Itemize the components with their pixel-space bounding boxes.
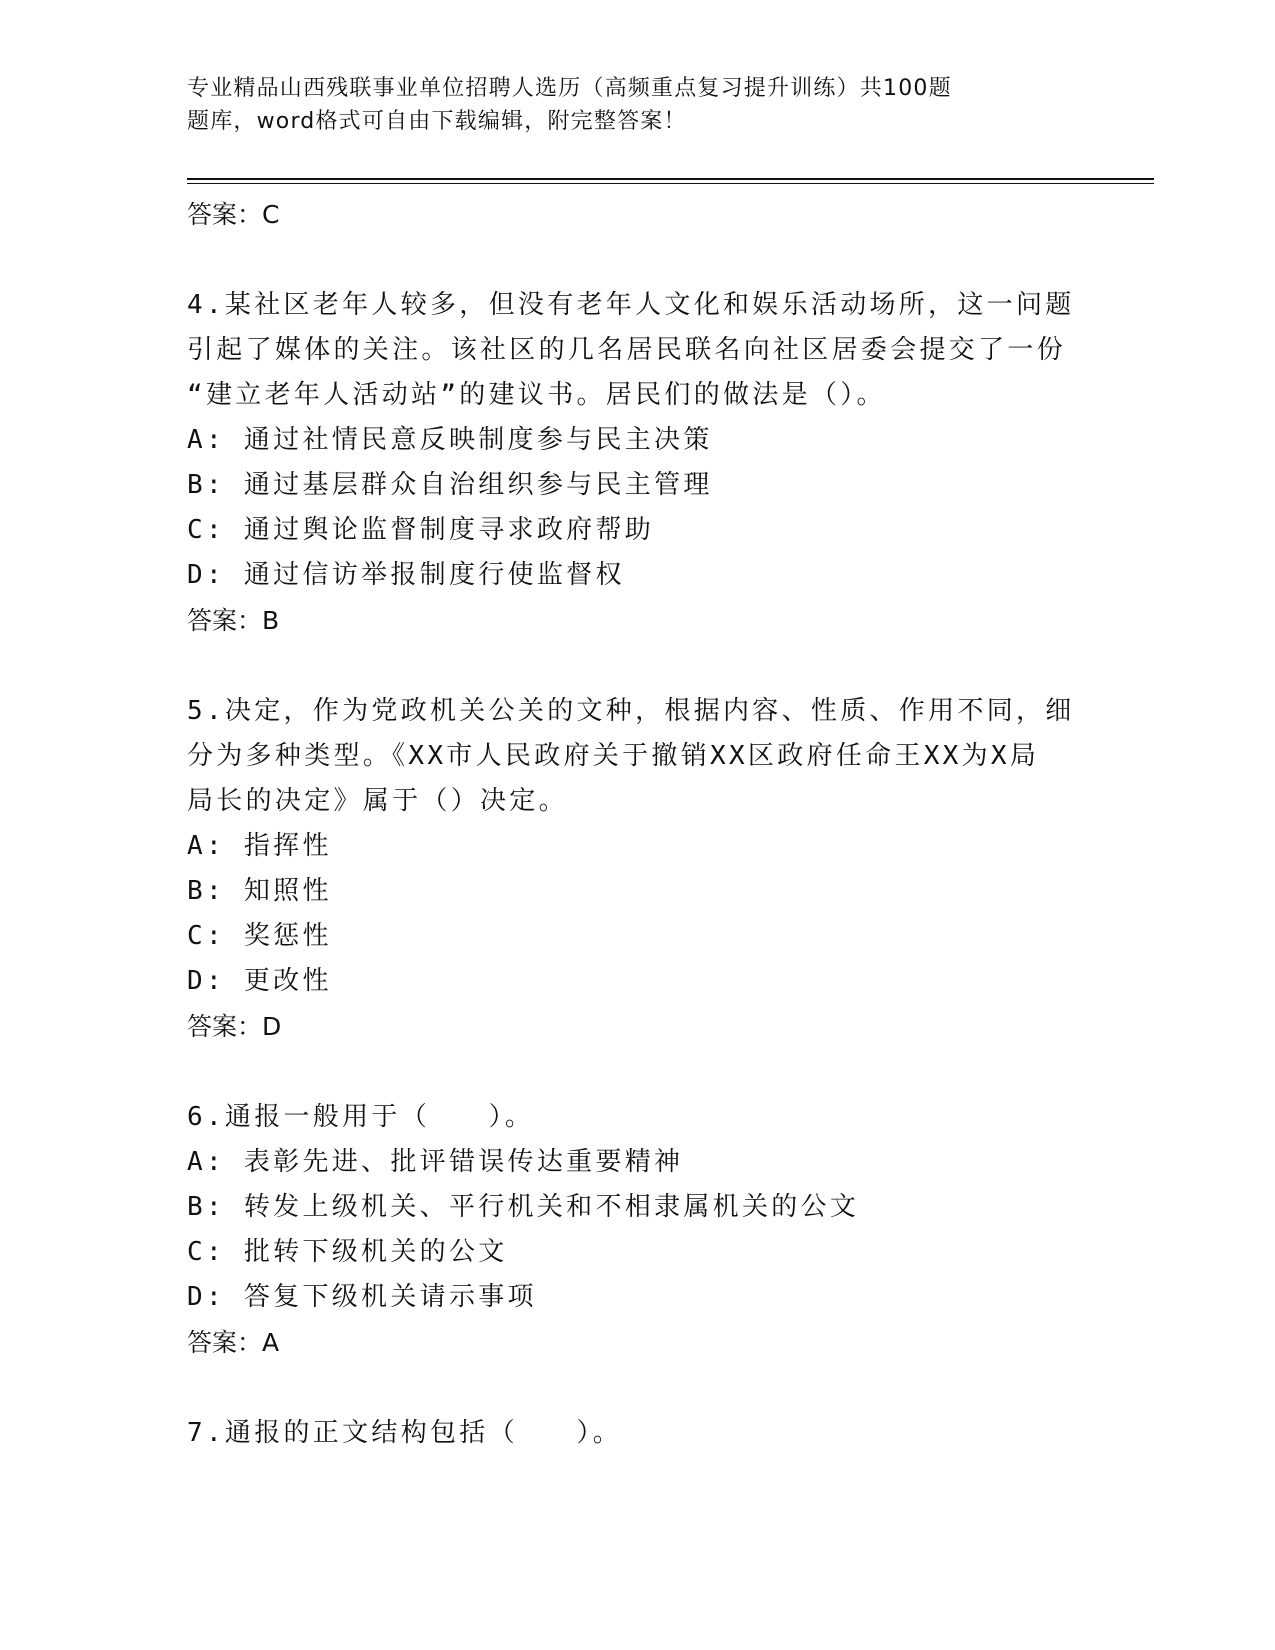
answer-line: 答案：B [187, 606, 280, 635]
option-d: D: 更改性 [187, 966, 332, 996]
option-d: D: 通过信访举报制度行使监督权 [187, 560, 625, 590]
question-block [187, 1095, 1087, 1365]
answer-line: 答案：D [187, 1012, 282, 1041]
option-b: B: 通过基层群众自治组织参与民主管理 [187, 470, 713, 500]
question-stem-line: 4.某社区老年人较多，但没有老年人文化和娱乐活动场所，这一问题 [187, 290, 1075, 320]
question-block [187, 1411, 1087, 1456]
header-divider-thin [187, 183, 1154, 184]
spacer [187, 1365, 1087, 1411]
spacer [187, 643, 1087, 689]
option-d: D: 答复下级机关请示事项 [187, 1282, 537, 1312]
question-stem-line: 局长的决定》属于（）决定。 [187, 786, 568, 816]
option-c: C: 奖惩性 [187, 921, 332, 951]
spacer [187, 1049, 1087, 1095]
option-a: A: 通过社情民意反映制度参与民主决策 [187, 425, 713, 455]
option-b: B: 知照性 [187, 876, 332, 906]
question-stem-line: 分为多种类型。《XX市人民政府关于撤销XX区政府任命王XX为X局 [187, 741, 1040, 771]
question-stem-line: 6.通报一般用于（ ）。 [187, 1102, 535, 1132]
question-stem-line: 7.通报的正文结构包括（ ）。 [187, 1418, 623, 1448]
option-a: A: 指挥性 [187, 831, 332, 861]
answer-line: 答案：A [187, 1328, 280, 1357]
document-header [187, 72, 1067, 138]
header-line-2: 题库，word格式可自由下载编辑，附完整答案！ [187, 109, 687, 134]
question-stem-line: “建立老年人活动站”的建议书。居民们的做法是（）。 [187, 380, 886, 410]
option-c: C: 批转下级机关的公文 [187, 1237, 508, 1267]
header-divider-thick [187, 178, 1154, 180]
question-stem-line: 5.决定，作为党政机关公关的文种，根据内容、性质、作用不同，细 [187, 696, 1075, 726]
spacer [187, 237, 1087, 283]
question-list [187, 192, 1087, 1456]
option-b: B: 转发上级机关、平行机关和不相隶属机关的公文 [187, 1192, 860, 1222]
header-line-1: 专业精品山西残联事业单位招聘人选历（高频重点复习提升训练）共100题 [187, 76, 952, 101]
question-block [187, 689, 1087, 1049]
answer-line: 答案：C [187, 200, 280, 229]
question-stem-line: 引起了媒体的关注。该社区的几名居民联名向社区居委会提交了一份 [187, 335, 1067, 365]
option-c: C: 通过舆论监督制度寻求政府帮助 [187, 515, 655, 545]
question-block [187, 283, 1087, 643]
option-a: A: 表彰先进、批评错误传达重要精神 [187, 1147, 684, 1177]
